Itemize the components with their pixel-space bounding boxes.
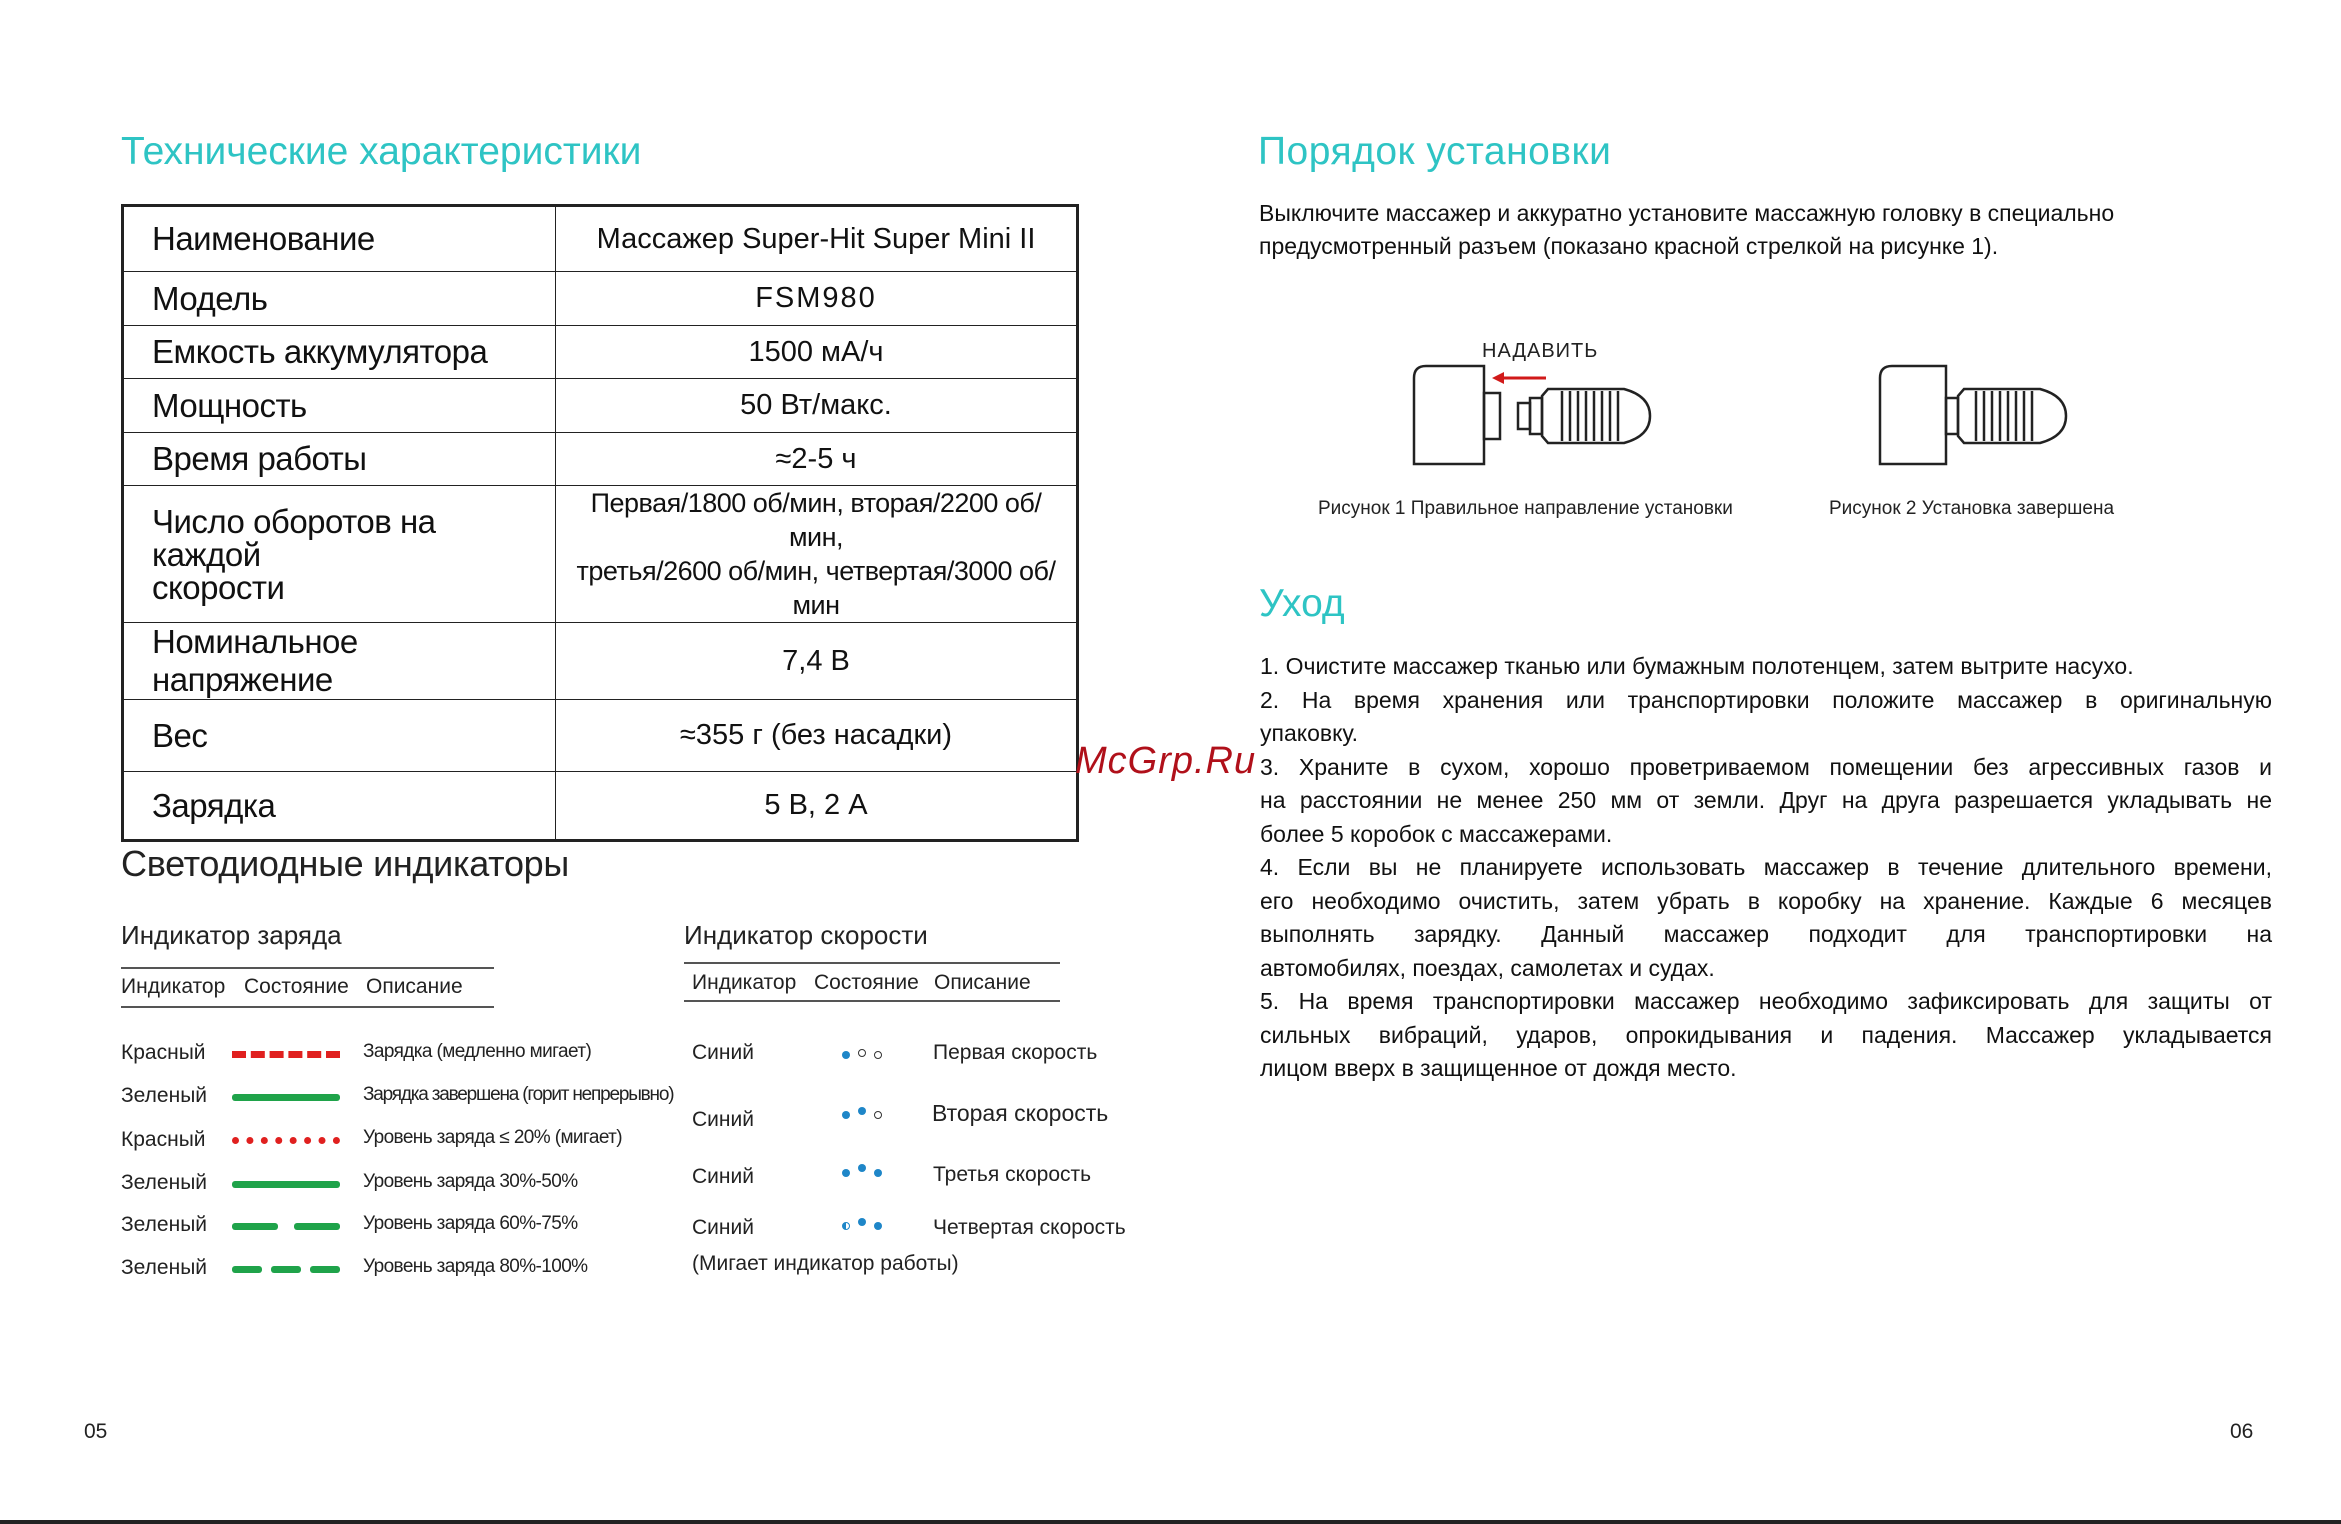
install-text-line: Выключите массажер и аккуратно установите массажную головку в специально — [1259, 200, 2115, 226]
indicator-name: Зеленый — [121, 1256, 208, 1279]
spec-value: 7,4 В — [556, 623, 1078, 700]
led-green-segment — [271, 1266, 301, 1273]
led-title: Светодиодные индикаторы — [121, 843, 569, 884]
indicator-desc: Уровень заряда 30%-50% — [363, 1171, 578, 1192]
spec-row — [123, 272, 1078, 326]
col-header: Индикатор — [121, 975, 226, 998]
care-line: на расстоянии не менее 250 мм от земли. Друг на друга разрешается укладывать не — [1260, 787, 2272, 813]
attachment-collar — [1530, 398, 1542, 434]
spec-key: Мощность — [123, 379, 556, 433]
led-dot-on — [842, 1111, 850, 1119]
divider — [684, 1000, 1060, 1002]
led-dot-off — [874, 1111, 882, 1119]
col-header: Состояние — [814, 971, 919, 994]
spec-key — [123, 486, 556, 623]
indicator-desc: Уровень заряда 60%-75% — [363, 1213, 578, 1234]
led-green-segment — [294, 1223, 340, 1230]
indicator-name: Синий — [692, 1216, 754, 1239]
install-text — [1259, 197, 2259, 263]
watermark: McGrp.Ru — [1075, 740, 1257, 782]
indicator-name: Зеленый — [121, 1084, 208, 1107]
led-dot-on — [858, 1218, 866, 1226]
install-text-line: предусмотренный разъем (показано красной стрелкой на рисунке 1). — [1259, 233, 1999, 259]
care-line: упаковку. — [1260, 720, 1358, 746]
spec-key-line: Число оборотов на каждой — [152, 502, 436, 573]
indicator-name: Синий — [692, 1108, 754, 1131]
care-line: 1. Очистите массажер тканью или бумажным полотенцем, затем вытрите насухо. — [1260, 653, 2134, 679]
spec-key: Вес — [123, 700, 556, 772]
specs-table — [121, 204, 1079, 842]
spec-row — [123, 326, 1078, 379]
page-number-left: 05 — [84, 1420, 108, 1443]
indicator-name: Красный — [121, 1041, 206, 1064]
spec-key: Время работы — [123, 433, 556, 486]
led-green-segment — [310, 1266, 340, 1273]
specs-title: Технические характеристики — [121, 130, 642, 173]
spec-key: Номинальное напряжение — [123, 623, 556, 700]
care-list — [1260, 650, 2272, 1086]
spec-key: Наименование — [123, 206, 556, 272]
spec-value: ≈2-5 ч — [556, 433, 1078, 486]
spec-value: FSM980 — [556, 272, 1078, 326]
push-label: НАДАВИТЬ — [1482, 340, 1599, 362]
spec-row — [123, 623, 1078, 700]
care-line: 4. Если вы не планируете использовать массажер в течение длительного времени, — [1260, 854, 2272, 880]
care-line: 5. На время транспортировки массажер необходимо зафиксировать для защиты от — [1260, 988, 2272, 1014]
led-dot-blinking — [842, 1222, 850, 1230]
spec-value: ≈355 г (без насадки) — [556, 700, 1078, 772]
indicator-desc: Четвертая скорость — [933, 1216, 1126, 1239]
indicator-desc: Уровень заряда 80%-100% — [363, 1256, 588, 1277]
spec-value: Массажер Super-Hit Super Mini II — [556, 206, 1078, 272]
led-dot-on — [842, 1169, 850, 1177]
care-line: его необходимо очистить, затем убрать в коробку на хранение. Каждые 6 месяцев — [1260, 887, 2272, 914]
indicator-desc: Вторая скорость — [932, 1100, 1109, 1126]
spec-row — [123, 433, 1078, 486]
massager-socket — [1484, 393, 1500, 439]
indicator-name: Синий — [692, 1165, 754, 1188]
indicator-desc: Первая скорость — [933, 1041, 1098, 1064]
led-dot-off — [858, 1049, 866, 1057]
massager-body — [1880, 366, 1946, 464]
spec-row — [123, 700, 1078, 772]
led-red-slow-blink — [232, 1051, 340, 1058]
col-header: Описание — [934, 971, 1031, 994]
col-header: Индикатор — [692, 971, 797, 994]
care-line: сильных вибраций, ударов, опрокидывания и падения. Массажер укладывается — [1260, 1021, 2272, 1048]
care-line: автомобилях, поездах, самолетах и судах. — [1260, 954, 1715, 981]
indicator-name: Зеленый — [121, 1213, 208, 1236]
care-line: выполнять зарядку. Данный массажер подходит для транспортировки на — [1260, 921, 2272, 947]
figure-2-diagram — [1872, 356, 2092, 476]
figure-2-caption: Рисунок 2 Установка завершена — [1829, 498, 2115, 519]
indicator-name: Красный — [121, 1128, 206, 1151]
led-dot-on — [874, 1222, 882, 1230]
figure-1-diagram — [1400, 356, 1660, 476]
indicator-desc: Третья скорость — [933, 1163, 1092, 1186]
spec-value — [556, 486, 1078, 623]
attachment-neck — [1518, 403, 1530, 429]
led-green-segment — [232, 1223, 278, 1230]
divider — [121, 1006, 494, 1008]
led-green-solid — [232, 1094, 340, 1101]
care-line: 2. На время хранения или транспортировки положите массажер в оригинальную — [1260, 686, 2272, 713]
spec-key: Емкость аккумулятора — [123, 326, 556, 379]
indicator-desc: Уровень заряда ≤ 20% (мигает) — [363, 1127, 622, 1148]
spec-row — [123, 379, 1078, 433]
indicator-name: Зеленый — [121, 1171, 208, 1194]
led-dot-on — [858, 1107, 866, 1115]
attachment-head — [1542, 389, 1650, 443]
indicator-name: Синий — [692, 1041, 754, 1064]
spec-row — [123, 206, 1078, 272]
spec-value: 1500 мА/ч — [556, 326, 1078, 379]
care-line: 3. Храните в сухом, хорошо проветриваемом помещении без агрессивных газов и — [1260, 753, 2272, 780]
page-bottom-edge — [0, 1520, 2341, 1524]
page-number-right: 06 — [2230, 1420, 2254, 1443]
attachment-head — [1958, 389, 2066, 443]
divider — [684, 962, 1060, 964]
speed-indicator-title: Индикатор скорости — [684, 920, 928, 950]
indicator-desc: Зарядка завершена (горит непрерывно) — [363, 1084, 674, 1105]
led-dot-off — [874, 1051, 882, 1059]
care-line: более 5 коробок с массажерами. — [1260, 820, 1613, 847]
led-dot-on — [842, 1051, 850, 1059]
spec-value: 50 Вт/макс. — [556, 379, 1078, 433]
care-line: лицом вверх в защищенное от дождя место. — [1260, 1055, 1737, 1081]
led-green-segment — [232, 1266, 262, 1273]
divider — [121, 967, 494, 969]
led-green-solid — [232, 1181, 340, 1188]
spec-value-line: третья/2600 об/мин, четвертая/3000 об/мин — [576, 556, 1056, 620]
charge-indicator-title: Индикатор заряда — [121, 920, 342, 950]
speed-note: (Мигает индикатор работы) — [692, 1252, 959, 1275]
spec-key: Зарядка — [123, 772, 556, 841]
led-dot-on — [874, 1169, 882, 1177]
spec-value-line: Первая/1800 об/мин, вторая/2200 об/мин, — [590, 488, 1042, 552]
spec-value: 5 В, 2 А — [556, 772, 1078, 841]
indicator-desc: Зарядка (медленно мигает) — [363, 1041, 592, 1062]
attachment-collar — [1946, 398, 1958, 434]
col-header: Описание — [366, 975, 463, 998]
spec-key: Модель — [123, 272, 556, 326]
led-dot-on — [858, 1164, 866, 1172]
install-title: Порядок установки — [1258, 130, 1612, 173]
spec-row — [123, 772, 1078, 841]
massager-body — [1414, 366, 1484, 464]
care-title: Уход — [1259, 582, 1345, 625]
led-red-fast-blink — [232, 1137, 340, 1144]
spec-key-line: скорости — [152, 568, 285, 606]
figure-1-caption: Рисунок 1 Правильное направление установки — [1318, 498, 1733, 519]
red-arrow-icon — [1492, 372, 1546, 384]
col-header: Состояние — [244, 975, 349, 998]
spec-row — [123, 486, 1078, 623]
